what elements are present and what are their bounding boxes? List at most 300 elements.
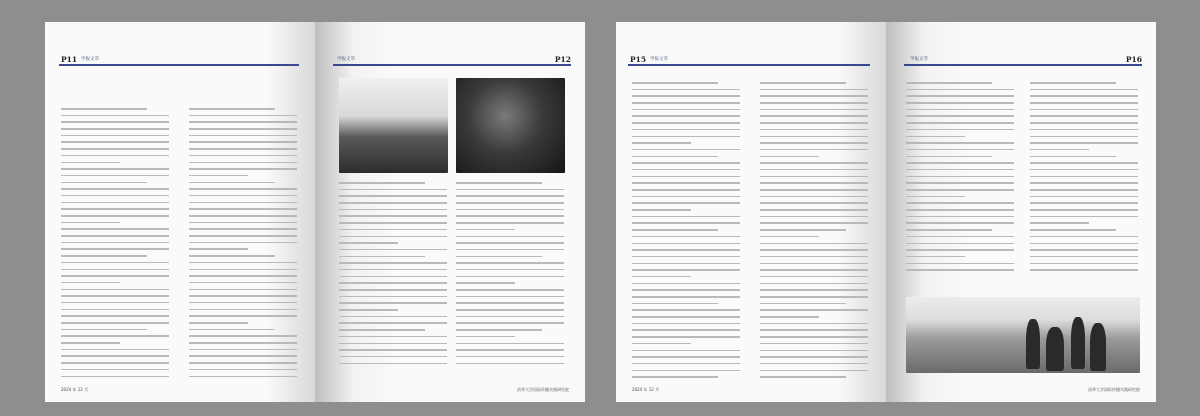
text-line — [189, 228, 297, 230]
text-line — [61, 128, 169, 130]
text-line — [760, 370, 868, 372]
text-line — [632, 329, 740, 331]
text-line — [189, 121, 297, 123]
page-p11 — [45, 22, 315, 402]
text-column-right — [189, 108, 297, 382]
text-line — [1030, 263, 1138, 265]
text-line — [760, 129, 868, 131]
text-line — [632, 356, 740, 358]
text-line — [1030, 122, 1138, 124]
text-line — [760, 256, 868, 258]
text-line — [189, 182, 275, 184]
text-line — [189, 155, 297, 157]
text-line — [760, 149, 868, 151]
text-column-right — [760, 82, 868, 383]
text-line — [1030, 149, 1089, 151]
text-line — [906, 102, 1014, 104]
text-line — [189, 355, 297, 357]
text-line — [632, 209, 691, 211]
text-line — [456, 322, 564, 324]
text-line — [339, 349, 447, 351]
text-line — [189, 222, 297, 224]
text-line — [1030, 229, 1116, 231]
text-line — [760, 356, 868, 358]
text-line — [760, 363, 868, 365]
text-line — [456, 309, 564, 311]
text-line — [61, 208, 169, 210]
text-line — [632, 316, 740, 318]
text-line — [1030, 249, 1138, 251]
header-rule — [333, 64, 571, 66]
text-line — [1030, 209, 1138, 211]
text-line — [906, 182, 1014, 184]
text-line — [906, 222, 1014, 224]
text-line — [906, 263, 1014, 265]
text-line — [189, 242, 297, 244]
text-line — [1030, 182, 1138, 184]
text-line — [632, 323, 740, 325]
text-line — [189, 135, 297, 137]
text-line — [632, 109, 740, 111]
text-line — [906, 176, 1014, 178]
page-number: P12 — [554, 55, 571, 64]
text-line — [189, 215, 297, 217]
text-line — [760, 249, 868, 251]
text-line — [61, 162, 120, 164]
text-line — [456, 356, 564, 358]
text-line — [189, 235, 297, 237]
text-line — [632, 162, 740, 164]
text-line — [1030, 162, 1138, 164]
text-line — [1030, 176, 1138, 178]
text-column-right — [1030, 82, 1138, 276]
text-line — [760, 196, 868, 198]
text-line — [456, 296, 564, 298]
text-line — [632, 182, 740, 184]
text-line — [456, 236, 564, 238]
text-line — [456, 276, 564, 278]
text-line — [760, 289, 868, 291]
text-line — [61, 309, 169, 311]
text-line — [906, 162, 1014, 164]
text-line — [632, 176, 740, 178]
text-line — [906, 216, 1014, 218]
text-column-left — [339, 182, 447, 369]
text-line — [632, 129, 740, 131]
text-column-left — [632, 82, 740, 383]
text-line — [760, 182, 868, 184]
page-footer: 清华大学国际传播实践研究院 — [517, 387, 569, 392]
page-p12 — [315, 22, 585, 402]
text-line — [760, 109, 868, 111]
text-line — [760, 102, 868, 104]
text-line — [456, 336, 515, 338]
text-line — [760, 323, 868, 325]
text-line — [632, 343, 691, 345]
text-line — [189, 275, 297, 277]
text-line — [760, 222, 868, 224]
text-line — [456, 215, 564, 217]
text-line — [61, 141, 169, 143]
text-line — [632, 363, 740, 365]
text-line — [1030, 89, 1138, 91]
text-line — [339, 343, 447, 345]
text-line — [632, 115, 740, 117]
text-line — [456, 242, 564, 244]
text-line — [61, 262, 169, 264]
text-line — [339, 249, 447, 251]
page-number: P15 — [630, 55, 647, 64]
text-line — [339, 302, 447, 304]
text-line — [456, 269, 564, 271]
text-line — [456, 262, 564, 264]
text-line — [61, 121, 169, 123]
text-line — [339, 202, 447, 204]
page-number: P11 — [61, 55, 78, 64]
text-line — [632, 149, 740, 151]
text-line — [760, 329, 868, 331]
text-line — [632, 370, 740, 372]
text-line — [1030, 256, 1138, 258]
industrial-photo — [339, 78, 448, 173]
text-line — [456, 182, 542, 184]
text-line — [339, 329, 425, 331]
text-line — [189, 208, 297, 210]
text-line — [632, 156, 718, 158]
text-line — [61, 369, 169, 371]
text-line — [61, 275, 169, 277]
text-line — [632, 350, 740, 352]
text-line — [632, 283, 740, 285]
text-column-left — [906, 82, 1014, 276]
armor-crowd-photo — [456, 78, 565, 173]
text-line — [760, 376, 846, 378]
text-line — [339, 256, 425, 258]
text-line — [339, 269, 447, 271]
text-line — [906, 115, 1014, 117]
text-line — [61, 168, 169, 170]
text-line — [760, 303, 846, 305]
text-line — [189, 195, 297, 197]
text-line — [760, 202, 868, 204]
text-line — [760, 95, 868, 97]
text-line — [339, 289, 447, 291]
text-line — [760, 216, 868, 218]
text-line — [189, 162, 297, 164]
text-line — [339, 296, 447, 298]
statue-figure — [1026, 319, 1040, 369]
text-line — [906, 109, 1014, 111]
text-line — [632, 136, 740, 138]
text-line — [632, 169, 740, 171]
text-line — [189, 128, 297, 130]
text-line — [189, 262, 297, 264]
text-line — [189, 175, 248, 177]
text-line — [339, 215, 447, 217]
text-line — [61, 376, 169, 378]
text-line — [760, 189, 868, 191]
text-line — [906, 95, 1014, 97]
text-line — [906, 129, 1014, 131]
text-line — [189, 255, 275, 257]
text-line — [760, 316, 819, 318]
text-line — [1030, 243, 1138, 245]
text-line — [189, 282, 297, 284]
text-line — [760, 176, 868, 178]
text-line — [760, 283, 868, 285]
text-line — [339, 282, 447, 284]
text-line — [1030, 142, 1138, 144]
text-line — [61, 315, 169, 317]
page-p15 — [616, 22, 886, 402]
text-line — [1030, 189, 1138, 191]
text-line — [189, 188, 297, 190]
text-line — [1030, 136, 1138, 138]
text-line — [1030, 196, 1138, 198]
text-line — [61, 182, 147, 184]
header-rule — [59, 64, 299, 66]
text-line — [760, 136, 868, 138]
text-line — [339, 229, 447, 231]
text-line — [189, 141, 297, 143]
text-line — [456, 229, 515, 231]
text-line — [632, 82, 718, 84]
text-line — [339, 189, 447, 191]
text-line — [189, 269, 297, 271]
text-line — [456, 282, 515, 284]
monument-statues-photo — [906, 297, 1140, 373]
text-line — [61, 235, 169, 237]
text-line — [61, 108, 147, 110]
text-line — [189, 289, 297, 291]
text-line — [1030, 95, 1138, 97]
text-line — [760, 296, 868, 298]
text-line — [1030, 202, 1138, 204]
text-line — [61, 342, 120, 344]
text-line — [339, 363, 447, 365]
text-line — [906, 196, 965, 198]
text-line — [189, 309, 297, 311]
text-line — [339, 316, 447, 318]
text-line — [189, 108, 275, 110]
text-line — [339, 356, 447, 358]
header-rule — [628, 64, 870, 66]
text-line — [1030, 102, 1138, 104]
text-line — [632, 276, 691, 278]
text-line — [760, 243, 868, 245]
text-line — [906, 142, 1014, 144]
text-line — [632, 303, 718, 305]
text-line — [760, 156, 819, 158]
text-line — [61, 295, 169, 297]
statue-figure — [1071, 317, 1085, 369]
text-line — [61, 155, 169, 157]
text-line — [189, 248, 248, 250]
text-line — [632, 122, 740, 124]
header-rule — [904, 64, 1142, 66]
text-line — [61, 242, 169, 244]
text-line — [339, 262, 447, 264]
text-line — [456, 256, 542, 258]
text-line — [1030, 156, 1116, 158]
text-line — [61, 349, 169, 351]
text-line — [906, 169, 1014, 171]
text-line — [61, 215, 169, 217]
text-line — [760, 350, 868, 352]
text-line — [632, 89, 740, 91]
text-line — [189, 369, 297, 371]
page-p16 — [886, 22, 1156, 402]
text-line — [61, 289, 169, 291]
text-line — [456, 195, 564, 197]
text-line — [189, 322, 248, 324]
text-line — [632, 222, 740, 224]
text-line — [632, 336, 740, 338]
text-line — [906, 256, 965, 258]
text-line — [760, 236, 819, 238]
text-line — [456, 209, 564, 211]
text-line — [760, 82, 846, 84]
text-line — [339, 209, 447, 211]
text-line — [1030, 169, 1138, 171]
text-line — [632, 216, 740, 218]
text-line — [632, 249, 740, 251]
text-line — [189, 115, 297, 117]
text-line — [1030, 269, 1138, 271]
text-line — [632, 236, 740, 238]
text-line — [632, 102, 740, 104]
text-line — [61, 248, 169, 250]
text-line — [760, 89, 868, 91]
text-line — [339, 276, 447, 278]
text-line — [61, 282, 120, 284]
statue-figure — [1090, 323, 1106, 371]
text-line — [906, 243, 1014, 245]
text-line — [1030, 129, 1138, 131]
section-tag: 学报文萃 — [650, 57, 668, 62]
text-line — [632, 289, 740, 291]
text-line — [760, 336, 868, 338]
text-line — [61, 329, 147, 331]
text-line — [1030, 82, 1116, 84]
text-line — [906, 82, 992, 84]
text-line — [906, 89, 1014, 91]
text-line — [189, 349, 297, 351]
text-line — [339, 322, 447, 324]
section-tag: 学报文萃 — [81, 57, 99, 62]
text-line — [189, 376, 297, 378]
text-line — [61, 148, 169, 150]
text-line — [456, 316, 564, 318]
page-footer: 2024 年 12 月 — [61, 387, 89, 392]
text-line — [189, 202, 297, 204]
text-line — [1030, 115, 1138, 117]
text-line — [760, 269, 868, 271]
text-line — [189, 302, 297, 304]
text-line — [189, 315, 297, 317]
text-line — [632, 229, 718, 231]
text-line — [632, 142, 691, 144]
text-line — [906, 269, 1014, 271]
text-line — [61, 302, 169, 304]
text-column-left — [61, 108, 169, 382]
text-line — [906, 156, 992, 158]
text-line — [632, 189, 740, 191]
text-line — [1030, 109, 1138, 111]
text-line — [61, 135, 169, 137]
text-line — [632, 196, 740, 198]
text-line — [339, 309, 398, 311]
text-line — [61, 175, 169, 177]
text-line — [760, 162, 868, 164]
text-line — [456, 289, 564, 291]
text-line — [189, 168, 297, 170]
text-line — [632, 309, 740, 311]
text-line — [189, 295, 297, 297]
text-line — [456, 202, 564, 204]
text-line — [632, 256, 740, 258]
text-line — [189, 335, 297, 337]
text-line — [339, 222, 447, 224]
text-line — [339, 182, 425, 184]
text-line — [189, 329, 275, 331]
text-line — [456, 189, 564, 191]
text-line — [632, 202, 740, 204]
text-line — [189, 148, 297, 150]
text-line — [760, 309, 868, 311]
text-line — [906, 209, 1014, 211]
text-line — [61, 362, 169, 364]
text-line — [632, 376, 718, 378]
statue-figure — [1046, 327, 1064, 371]
text-line — [906, 202, 1014, 204]
page-number: P16 — [1125, 55, 1142, 64]
text-line — [61, 355, 169, 357]
text-line — [760, 142, 868, 144]
text-line — [760, 343, 868, 345]
text-line — [339, 336, 447, 338]
section-tag: 学报文萃 — [910, 57, 928, 62]
text-line — [61, 269, 169, 271]
text-line — [906, 136, 965, 138]
section-tag: 学报文萃 — [337, 57, 355, 62]
text-line — [61, 195, 169, 197]
text-line — [906, 149, 1014, 151]
text-line — [61, 255, 147, 257]
text-line — [632, 263, 740, 265]
text-column-right — [456, 182, 564, 369]
text-line — [456, 343, 564, 345]
text-line — [906, 122, 1014, 124]
text-line — [456, 222, 564, 224]
text-line — [760, 169, 868, 171]
text-line — [456, 363, 564, 365]
text-line — [61, 222, 120, 224]
text-line — [61, 228, 169, 230]
text-line — [61, 115, 169, 117]
text-line — [61, 335, 169, 337]
text-line — [339, 236, 447, 238]
text-line — [760, 209, 868, 211]
text-line — [906, 189, 1014, 191]
text-line — [760, 276, 868, 278]
text-line — [1030, 222, 1089, 224]
text-line — [632, 95, 740, 97]
text-line — [760, 263, 868, 265]
text-line — [760, 122, 868, 124]
text-line — [760, 229, 846, 231]
text-line — [632, 243, 740, 245]
